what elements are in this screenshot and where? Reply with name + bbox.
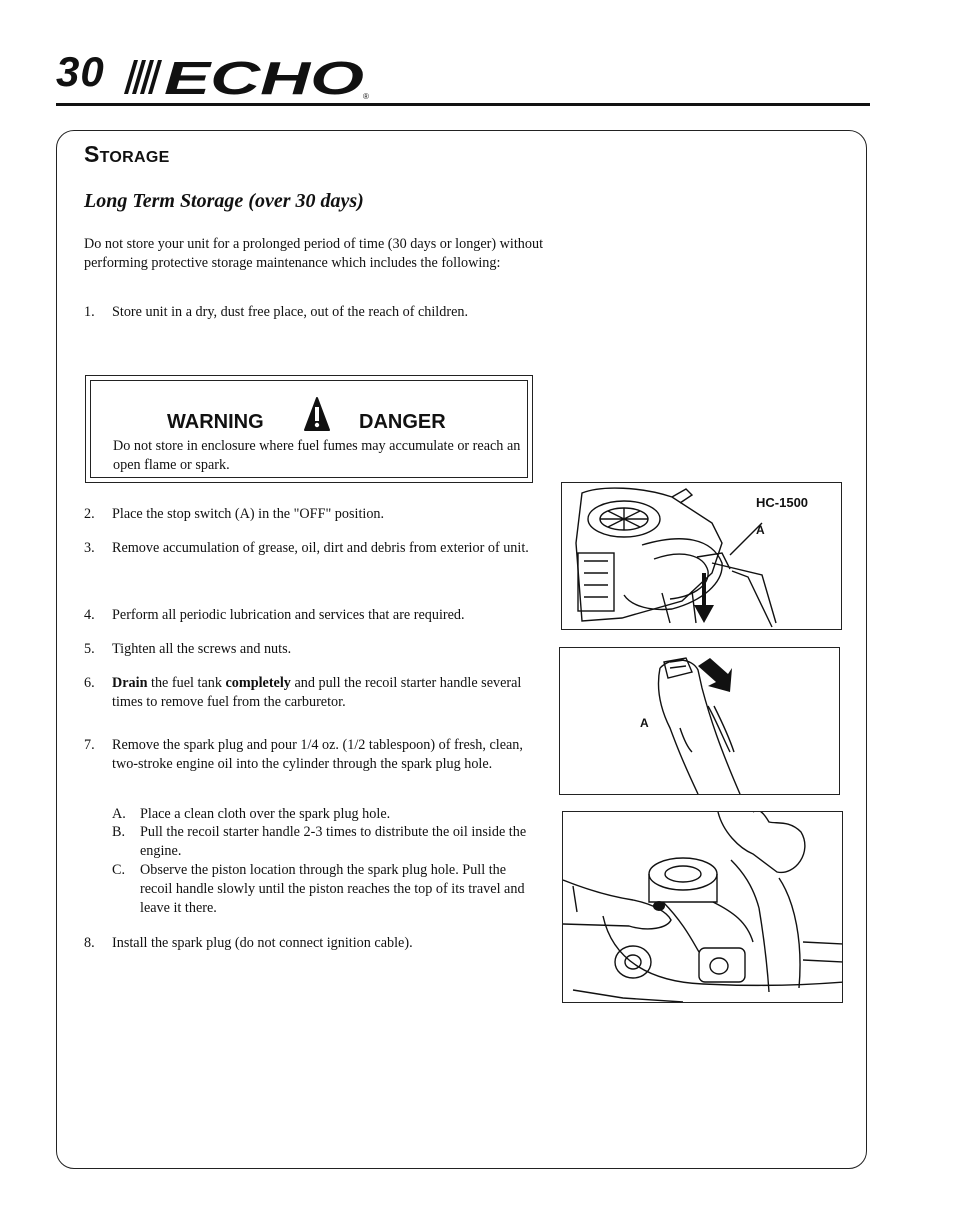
step-number: 2.: [84, 506, 95, 522]
step-text: Place the stop switch (A) in the "OFF" position.: [112, 506, 385, 522]
figure-callout-a: A: [640, 716, 649, 730]
step-text: Remove accumulation of grease, oil, dirt and debris from exterior of unit.: [112, 540, 529, 556]
substep-text: Pull the recoil starter handle 2-3 times to distribute the oil inside the engine.: [140, 824, 527, 859]
warning-box: [85, 375, 533, 483]
warning-exclamation-icon: [304, 397, 330, 431]
step-text: Store unit in a dry, dust free place, out of the reach of children.: [112, 304, 469, 320]
warning-box-inner: [90, 380, 528, 478]
step-number: 7.: [84, 737, 95, 753]
step-number: 8.: [84, 935, 95, 951]
step-number: 3.: [84, 540, 95, 556]
substep-letter: B.: [112, 824, 126, 840]
page-header: [56, 40, 870, 106]
figure-rear-handle: [559, 647, 840, 795]
substep-text: Observe the piston location through the spark plug hole. Pull the recoil handle slowly until the piston reaches the top of its travel and leave it there.: [140, 862, 525, 916]
step-text: [112, 674, 544, 712]
step-text: Tighten all the screws and nuts.: [112, 641, 292, 657]
figure-callout-a: A: [756, 523, 765, 537]
intro-paragraph: Do not store your unit for a prolonged period of time (30 days or longer) without performing protective storage maintenance which includes the following:: [84, 236, 544, 271]
substep-letter: A.: [112, 806, 126, 822]
header-rule: [56, 103, 870, 106]
page-number: 30: [56, 48, 105, 95]
warning-label: WARNING: [167, 411, 264, 433]
rear-handle-illustration: [560, 648, 840, 795]
echo-logo: [116, 50, 376, 100]
step-emphasis: Drain: [112, 675, 148, 691]
step-text-part: and pull the recoil starter handle several times to remove fuel from the carburetor.: [112, 675, 522, 710]
step-text: Remove the spark plug and pour 1/4 oz. (1/2 tablespoon) of fresh, clean, two-stroke engine oil into the cylinder through the spark plug hole.: [112, 737, 523, 772]
section-title: Storage: [84, 141, 170, 167]
figure-model-label: HC-1500: [756, 495, 809, 510]
step-text: Install the spark plug (do not connect ignition cable).: [112, 935, 413, 951]
warning-text: Do not store in enclosure where fuel fumes may accumulate or reach an open flame or spark.: [113, 438, 521, 473]
svg-text:®: ®: [363, 92, 369, 100]
step-number: 6.: [84, 675, 95, 691]
svg-text:ECHO: ECHO: [164, 52, 365, 100]
step-text: Perform all periodic lubrication and services that are required.: [112, 607, 465, 623]
step-emphasis: completely: [225, 675, 291, 691]
subsection-title: Long Term Storage (over 30 days): [84, 190, 364, 212]
substep-text: Place a clean cloth over the spark plug hole.: [140, 806, 391, 822]
step-number: 1.: [84, 304, 95, 320]
substep-letter: C.: [112, 862, 126, 878]
spark-plug-oil-illustration: [563, 812, 843, 1003]
danger-label: DANGER: [359, 411, 446, 433]
step-number: 5.: [84, 641, 95, 657]
figure-spark-plug-oil: [562, 811, 843, 1003]
figure-stop-switch: [561, 482, 842, 630]
step-text-part: the fuel tank: [147, 675, 226, 691]
step-number: 4.: [84, 607, 95, 623]
